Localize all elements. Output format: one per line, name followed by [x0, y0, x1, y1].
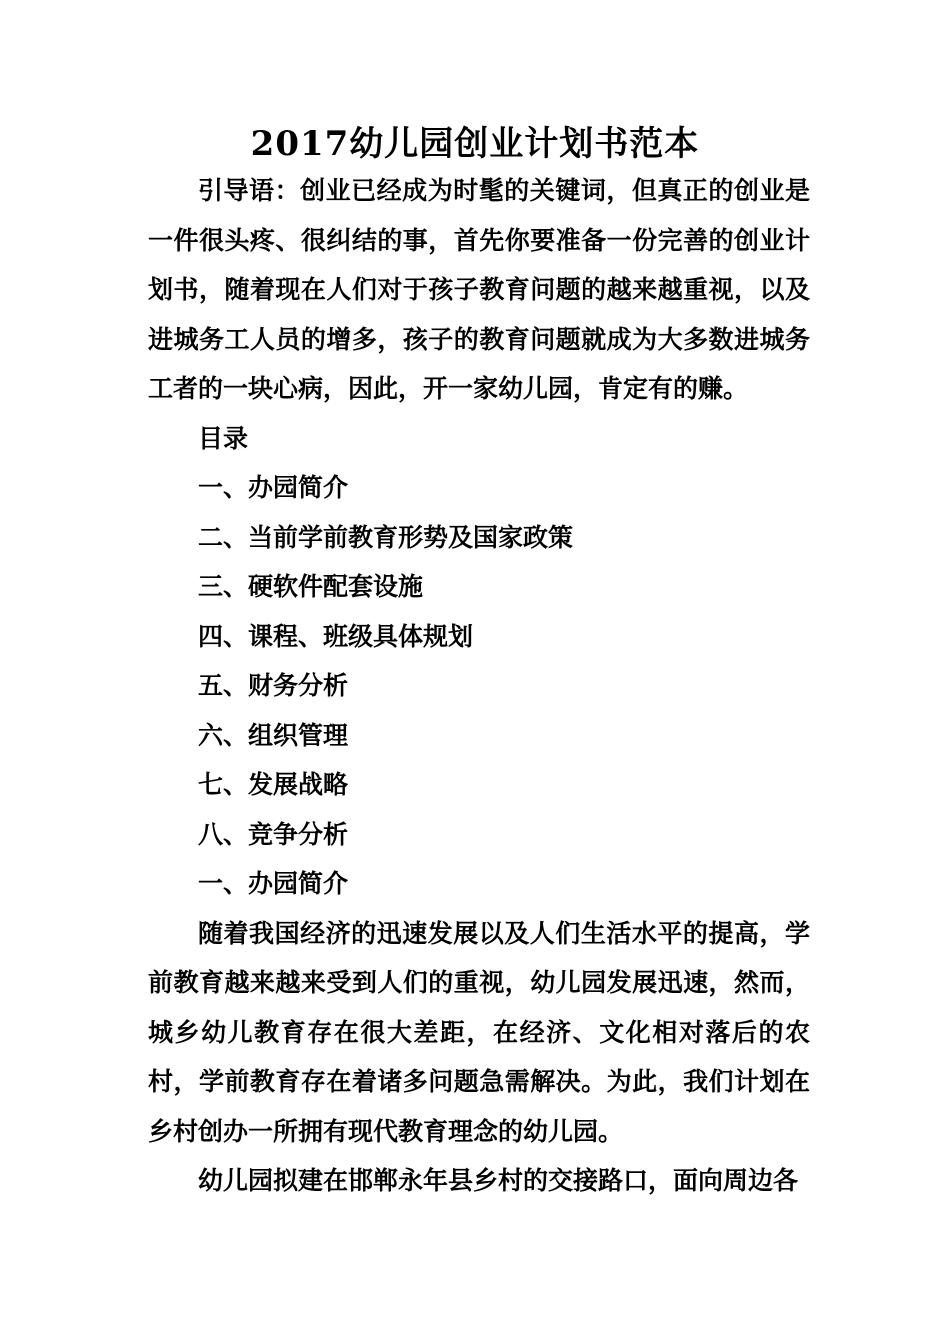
toc-item: 六、组织管理: [198, 720, 349, 750]
intro-paragraph: 引导语：创业已经成为时髦的关键词，但真正的创业是一件很头疼、很纠结的事，首先你要准备一份完善的创业计划书，随着现在人们对于孩子教育问题的越来越重视，以及进城务工人员的增多，孩子的教育问题就成为大多数进城务工者的一块心病，因此，开一家幼儿园，肯定有的赚。: [148, 176, 810, 403]
toc-item: 四、课程、班级具体规划: [198, 621, 474, 651]
toc-item: 七、发展战略: [198, 770, 349, 799]
toc-item: 一、办园简介: [198, 473, 349, 502]
document-title: 2017幼儿园创业计划书范本: [250, 124, 700, 164]
body-paragraph: 随着我国经济的迅速发展以及人们生活水平的提高，学前教育越来越来受到人们的重视，幼儿园发展迅速，然而，城乡幼儿教育存在很大差距，在经济、文化相对落后的农村，学前教育存在着诸多问题急需解决。为此，我们计划在乡村创办一所拥有现代教育理念的幼儿园。: [148, 918, 810, 1146]
toc-item: 八、竞争分析: [198, 819, 349, 849]
toc-item: 三、硬软件配套设施: [198, 572, 424, 601]
document-body: [148, 166, 810, 1206]
toc-heading: 目录: [198, 423, 249, 453]
toc-item: 二、当前学前教育形势及国家政策: [198, 522, 574, 552]
body-paragraph: 幼儿园拟建在邯郸永年县乡村的交接路口，面向周边各: [198, 1166, 799, 1195]
section-heading: 一、办园简介: [198, 869, 349, 898]
toc-item: 五、财务分析: [198, 671, 349, 700]
